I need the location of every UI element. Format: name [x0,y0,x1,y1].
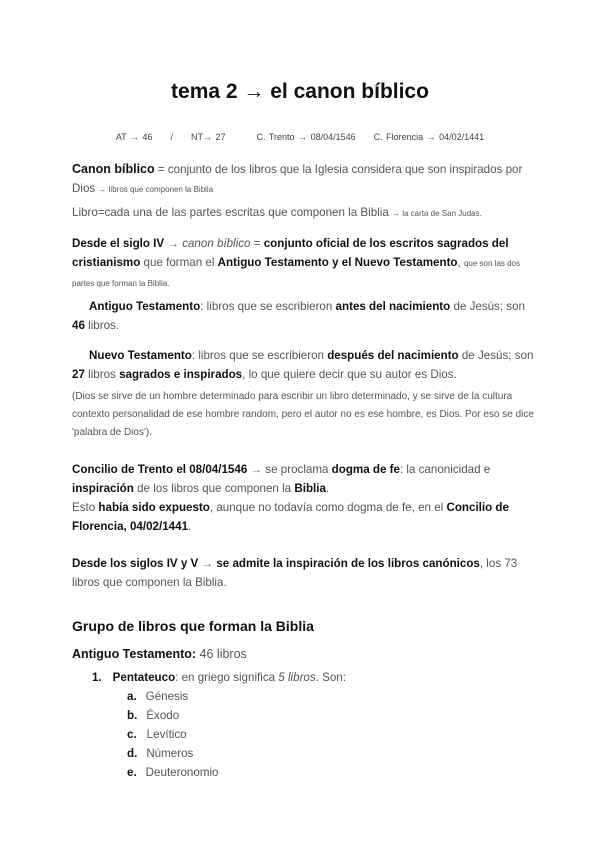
text: , lo que quiere decir que su autor es Dios. [242,368,457,381]
text: . [188,520,192,533]
text: libros [84,368,120,381]
letter: e. [127,766,137,779]
meta-nt: NT→ 27 [191,132,226,142]
letter: d. [127,747,138,760]
paragraph-libro [72,203,534,223]
letter: b. [127,709,138,722]
text: Éxodo [146,709,180,722]
text: que forman el [140,256,218,269]
text: → se proclama [247,463,332,476]
text: : libros que se escribieron [200,300,336,313]
text: → [198,557,217,570]
bold-term: Canon bíblico [72,162,155,176]
bold: dogma de fe [331,463,400,476]
paragraph-nt [72,346,534,384]
bold: Desde los siglos IV y V [72,557,199,570]
text: : libros que se escribieron [191,349,328,362]
bold: Concilio de Trento el 08/04/1546 [72,463,248,476]
text: Libro=cada una de las partes escritas que componen la Biblia [72,206,392,219]
text: libros. [84,319,120,332]
meta-florencia: C. Florencia → 04/02/1441 [373,132,485,142]
text: Esto [72,501,99,514]
paragraph-trento [72,460,534,498]
paragraph-at [72,297,534,335]
list-number: 1. [92,671,102,684]
note: que son las dos partes que forman la Biblia. [72,259,521,288]
bold: Antiguo Testamento [89,300,201,313]
meta-at: AT → 46 [115,132,153,142]
paragraph-florencia [72,498,534,536]
text: Levítico [146,728,187,741]
meta-sep: / [170,132,174,142]
text: , [457,256,464,269]
text: : en griego significa [175,671,279,684]
bold: 46 [72,319,85,332]
paragraph-siglos [72,554,534,592]
list-item [127,725,534,744]
list-item [127,706,534,725]
italic: 5 libros [278,671,316,684]
text: , aunque no todavía como dogma de fe, en el [209,501,447,514]
text: de los libros que componen la [133,482,295,495]
bold: había sido expuesto [98,501,210,514]
paragraph-canon [72,160,534,199]
meta-trento: C. Trento → 08/04/1546 [256,132,356,142]
bold: 27 [72,368,85,381]
bold: después del nacimiento [327,349,459,362]
list-item [92,668,534,687]
bold: inspiración [72,482,134,495]
text: Deuteronomio [145,766,219,779]
page-title: tema 2 → el canon bíblico [171,80,429,103]
list-item [127,687,534,706]
arrow: → [164,237,183,250]
summary-line [0,130,600,144]
list-item [127,763,534,782]
letter: c. [127,728,137,741]
text: de Jesús; son [458,349,534,362]
section-heading: Grupo de libros que forman la Biblia [72,618,314,634]
bold: antes del nacimiento [335,300,451,313]
list-item [127,744,534,763]
text: , los 73 libros que componen la Biblia. [72,557,518,589]
text: 46 libros [196,647,247,661]
bold: conjunto oficial de los escritos sagrados del cristianismo [72,237,509,269]
italic: canon bíblico [182,237,251,250]
paragraph-siglo-iv [72,234,534,293]
bold: se admite la inspiración de los libros canónicos [216,557,480,570]
text: . [325,482,330,495]
text: Números [146,747,194,760]
text: : la canonicidad e [399,463,491,476]
text: = conjunto de los libros que la Iglesia considera que son inspirados por Dios [72,163,523,195]
bold: Antiguo Testamento y el Nuevo Testamento [217,256,458,269]
text: de Jesús; son [450,300,525,313]
bold: sagrados e inspirados [119,368,243,381]
bold: Pentateuco [112,671,176,684]
text: = [250,237,264,250]
text: . Son: [315,671,346,684]
bold: Desde el siglo IV [72,237,165,250]
note: → libros que componen la Biblia [98,185,214,194]
subheading-at [72,644,534,664]
bold: Nuevo Testamento [89,349,192,362]
note: → la carta de San Judas. [392,209,482,218]
paragraph-note: (Dios se sirve de un hombre determinado para escribir un libro determinado, y se sirve de la cultura contexto personalidad de ese hombre random, pero el autor no es ese hombre, es Dios. Por eso se dice 'palabra de Dios'). [72,391,534,438]
text: Génesis [145,690,189,703]
bold: Biblia [294,482,326,495]
bold: Concilio de Florencia, 04/02/1441 [72,501,509,533]
letter: a. [127,690,137,703]
bold: Antiguo Testamento: [72,647,197,661]
